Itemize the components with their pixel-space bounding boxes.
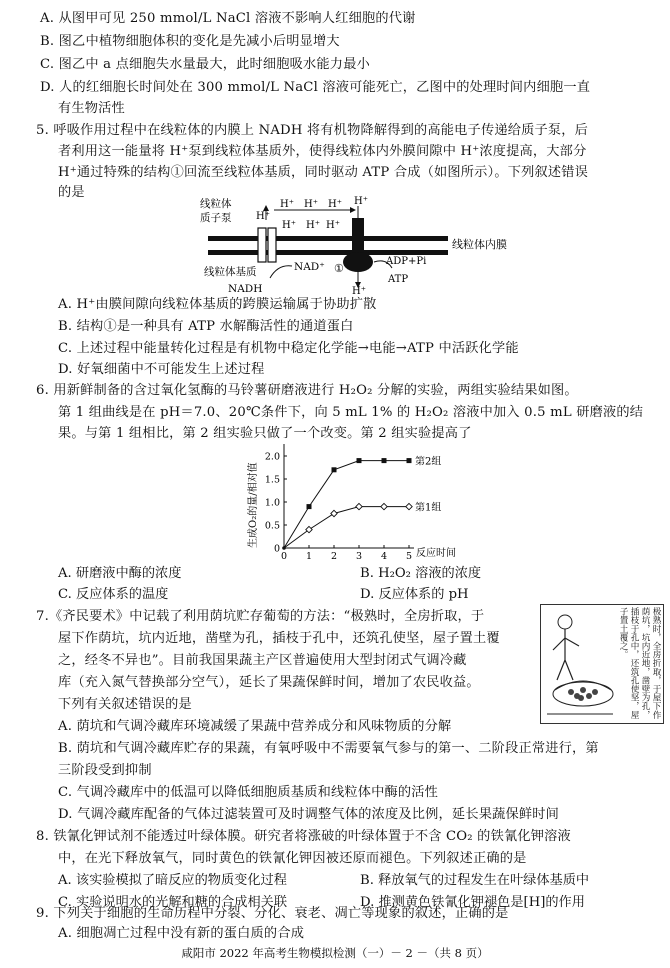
o2-production-chart: [244, 436, 484, 564]
q6-option-b: B. H₂O₂ 溶液的浓度: [360, 566, 482, 581]
x-tick-label: 5: [405, 551, 413, 562]
adp-label: ADP+Pi: [386, 256, 427, 267]
q7-stem-line: 库（充入氮气替换部分空气），延长了果蔬保鲜时间，增加了农民收益。: [58, 675, 480, 690]
hplus-label: H⁺: [354, 196, 368, 207]
data-point-diamond: [406, 503, 412, 509]
q5-option-c: C. 上述过程中能量转化过程是有机物中稳定化学能→电能→ATP 中活跃化学能: [58, 341, 519, 356]
hplus-label: H⁺: [352, 286, 366, 297]
hplus-label: H⁺: [326, 220, 340, 231]
matrix-label: 线粒体基质: [204, 266, 257, 278]
data-point-square: [382, 458, 387, 463]
q6-stem-line: 第 1 组曲线是在 pH＝7.0、20℃条件下，向 5 mL 1% 的 H₂O₂ 溶液中加入 0.5 mL 研磨液的结: [58, 405, 644, 420]
membrane-outer-layer: [208, 236, 448, 241]
mitochondria-membrane-diagram: [200, 196, 507, 297]
q5-option-d: D. 好氧细菌中不可能发生上述过程: [58, 362, 265, 377]
structure-1-label: ①: [334, 262, 344, 275]
series-line-2: [284, 507, 409, 548]
atp-label: ATP: [388, 274, 409, 285]
q4-option-a: A. 从图甲可见 250 mmol/L NaCl 溶液不影响人红细胞的代谢: [40, 11, 416, 26]
membrane-inner-layer: [208, 250, 448, 255]
hplus-label: H⁺: [304, 199, 318, 210]
hplus-label: H⁺: [328, 199, 342, 210]
chart-y-label: 生成O₂的量/相对值: [248, 462, 259, 548]
q8-stem-line: 中，在光下释放氧气，同时黄色的铁氰化钾因被还原而褪色。下列叙述正确的是: [58, 851, 527, 866]
q8-option-a: A. 该实验模拟了暗反应的物质变化过程: [58, 873, 287, 888]
q5-option-b: B. 结构①是一种具有 ATP 水解酶活性的通道蛋白: [58, 319, 354, 334]
y-tick-label: 1.5: [264, 474, 280, 486]
x-tick-label: 3: [355, 551, 363, 562]
grape-pit-drawing: [543, 606, 617, 722]
q8-option-d: D. 推测黄色铁氰化钾褪色是[H]的作用: [360, 895, 585, 910]
q5-option-a: A. H⁺由膜间隙向线粒体基质的跨膜运输属于协助扩散: [58, 297, 377, 312]
q7-option-a: A. 荫坑和气调冷藏库环境减缓了果蔬中营养成分和风味物质的分解: [58, 719, 452, 734]
origin-point: [282, 546, 286, 550]
q6-option-d: D. 反应体系的 pH: [360, 587, 469, 602]
nad-label: NAD⁺: [294, 261, 325, 273]
proton-pump-right: [268, 228, 276, 262]
y-tick-label: 0.5: [264, 520, 280, 532]
q8-option-b: B. 释放氧气的过程发生在叶绿体基质中: [360, 873, 590, 888]
data-point-diamond: [356, 503, 362, 509]
q7-option-c: C. 气调冷藏库中的低温可以降低细胞质基质和线粒体中酶的活性: [58, 785, 439, 800]
atp-synthase-head: [343, 252, 373, 272]
pump-label-1: 线粒体: [200, 198, 232, 210]
q7-stem-line: 7.《齐民要术》中记载了利用荫坑贮存葡萄的方法：“极熟时，全房折取，于: [36, 609, 485, 624]
q9-stem: 9. 下列关于细胞的生命历程中分裂、分化、衰老、凋亡等现象的叙述，正确的是: [36, 906, 509, 921]
y-tick-label: 2.0: [264, 451, 280, 463]
chart-x-label: 反应时间: [416, 548, 456, 559]
q4-option-c: C. 图乙中 a 点细胞失水量最大，此时细胞吸水能力最小: [40, 57, 370, 72]
data-point-diamond: [331, 510, 337, 516]
y-tick-label: 1.0: [264, 497, 280, 509]
data-point-square: [357, 458, 362, 463]
nadh-label: NADH: [228, 283, 263, 295]
q5-stem-line: H⁺通过特殊的结构①回流至线粒体基质，同时驱动 ATP 合成（如图所示）。下列叙述错误: [58, 165, 589, 180]
nadh-arrow: [270, 266, 292, 278]
pump-label-2: 质子泵: [200, 212, 232, 224]
data-point-square: [332, 467, 337, 472]
q6-option-a: A. 研磨液中酶的浓度: [58, 566, 182, 581]
q6-stem-line: 6. 用新鲜制备的含过氧化氢酶的马铃薯研磨液进行 H₂O₂ 分解的实验，两组实验结果如图。: [36, 383, 578, 398]
data-point-square: [307, 504, 312, 509]
q6-option-c: C. 反应体系的温度: [58, 587, 169, 602]
q9-option-a: A. 细胞凋亡过程中没有新的蛋白质的合成: [58, 926, 305, 941]
series-line-1: [284, 461, 409, 548]
hplus-label: H⁺: [256, 211, 270, 222]
legend-label-series-1: 第2组: [415, 456, 442, 468]
legend-label-series-2: 第1组: [415, 502, 442, 514]
q6-stem-line: 果。与第 1 组相比，第 2 组实验只做了一个改变。第 2 组实验提高了: [58, 426, 472, 441]
data-point-square: [407, 458, 412, 463]
q7-option-b-cont: 三阶段受到抑制: [58, 763, 152, 778]
hplus-label: H⁺: [306, 220, 320, 231]
hplus-label: H⁺: [280, 199, 294, 210]
grape-storage-illustration: [540, 604, 664, 724]
q7-stem-line: 屋下作荫坑，坑内近地，凿壁为孔，插枝于孔中，还筑孔使坚，屋子置土覆: [58, 631, 500, 646]
proton-pump-left: [258, 228, 266, 262]
q5-stem-line: 5. 呼吸作用过程中在线粒体的内膜上 NADH 将有机物降解得到的高能电子传递给质子泵，后: [36, 123, 589, 138]
q4-option-d-cont: 有生物活性: [58, 101, 125, 116]
q4-option-d: D. 人的红细胞长时间处在 300 mmol/L NaCl 溶液可能死亡，乙图中的处理时间内细胞一直: [40, 80, 591, 95]
x-tick-label: 2: [330, 551, 338, 562]
data-point-diamond: [381, 503, 387, 509]
x-tick-label: 0: [280, 551, 288, 562]
illustration-caption: 极熟时，全房折取，于屋下作荫坑，坑内近地，凿壁为孔，插枝于孔中，还筑孔使坚，屋子置土覆之。: [618, 607, 661, 719]
q8-option-c: C. 实验说明水的光解和糖的合成相关联: [58, 895, 288, 910]
x-tick-label: 4: [380, 551, 388, 562]
arrow-head-icon: [350, 207, 356, 213]
q8-stem-line: 8. 铁氰化钾试剂不能透过叶绿体膜。研究者将涨破的叶绿体置于不含 CO₂ 的铁氰化钾溶液: [36, 829, 571, 844]
inner-membrane-label: 线粒体内膜: [452, 238, 507, 251]
q7-stem-line: 之，经冬不异也”。目前我国果蔬主产区普遍使用大型封闭式气调冷藏: [58, 653, 467, 668]
hplus-label: H⁺: [282, 220, 296, 231]
page-footer: 咸阳市 2022 年高考生物模拟检测（一）－ 2 －（共 8 页）: [181, 946, 489, 960]
y-tick-label: 0: [273, 543, 280, 555]
q7-option-b: B. 荫坑和气调冷藏库贮存的果蔬，有氧呼吸中不需要氧气参与的第一、二阶段正常进行，第: [58, 741, 599, 756]
q4-option-b: B. 图乙中植物细胞体积的变化是先减小后明显增大: [40, 34, 340, 49]
q5-stem-line: 的是: [58, 185, 85, 200]
q7-stem-line: 下列有关叙述错误的是: [58, 697, 192, 712]
q5-stem-line: 者利用这一能量将 H⁺泵到线粒体基质外，使得线粒体内外膜间隙中 H⁺浓度提高，大部分: [58, 144, 587, 159]
x-tick-label: 1: [305, 551, 313, 562]
q7-option-d: D. 气调冷藏库配备的气体过滤装置可及时调整气体的浓度及比例，延长果蔬保鲜时间: [58, 807, 560, 822]
